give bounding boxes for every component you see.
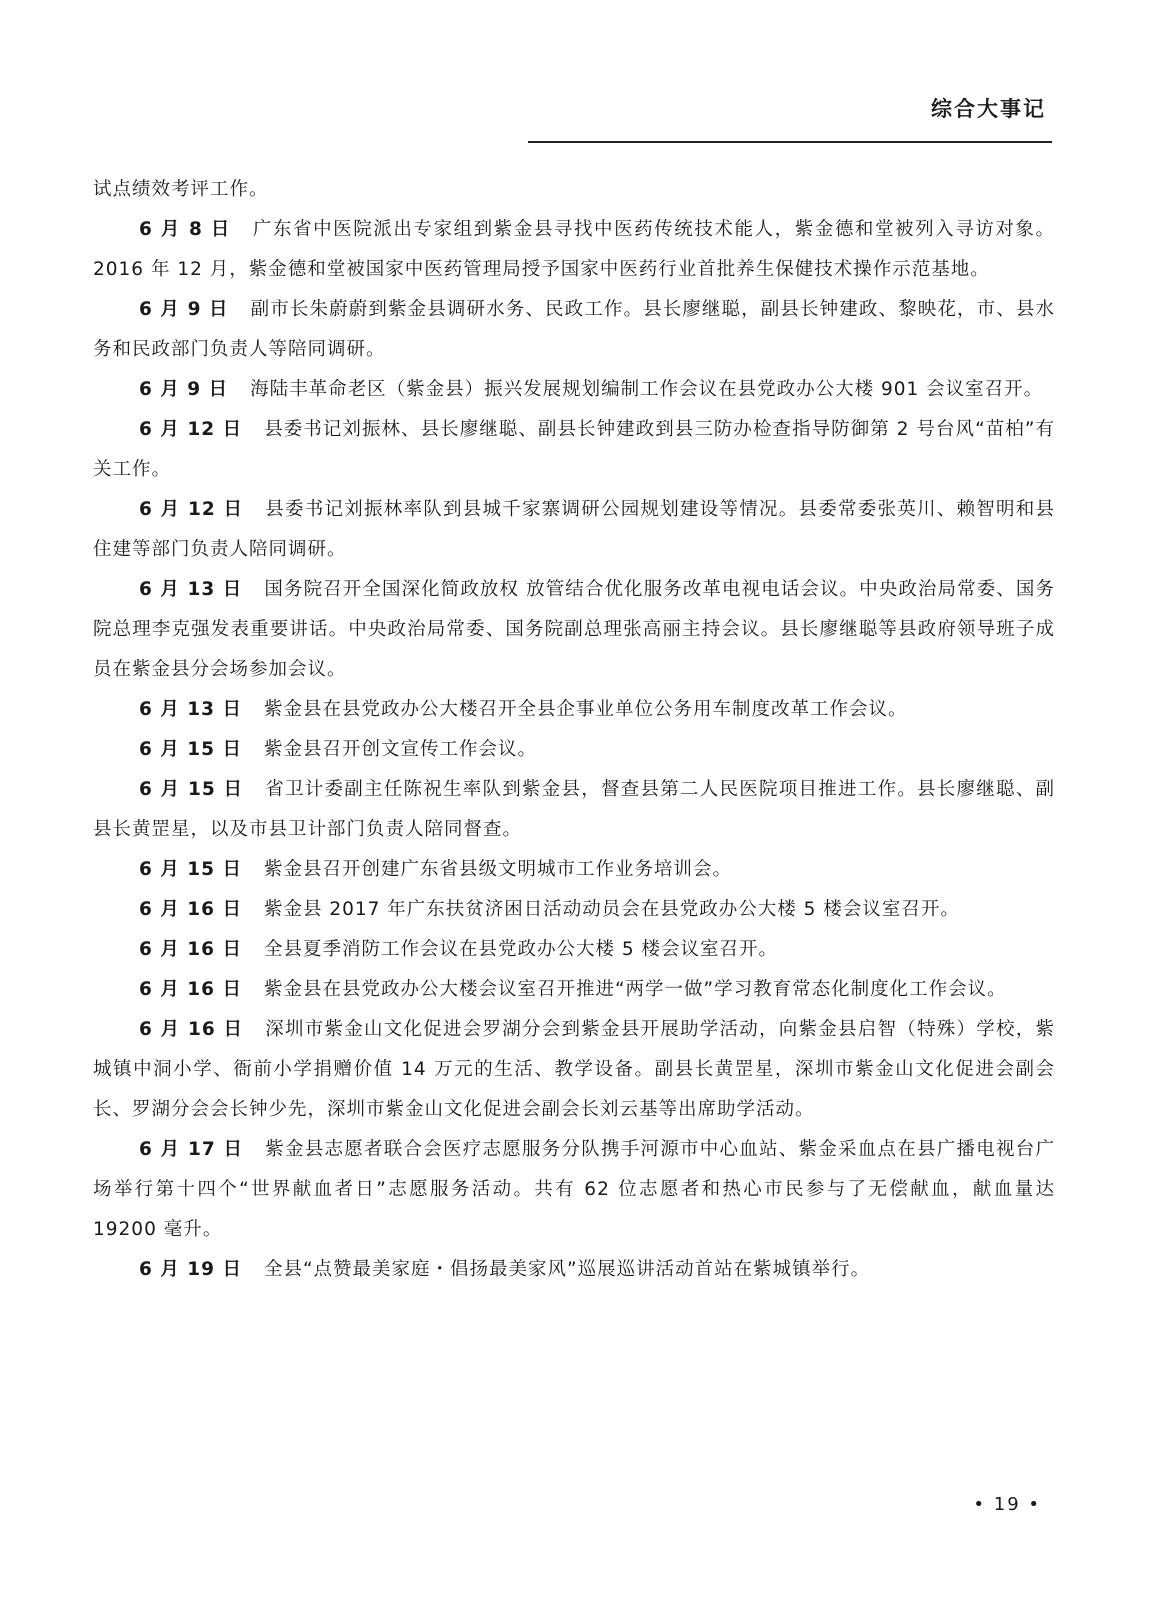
- header-rule: [528, 141, 1052, 143]
- entry-date: 6 月 16 日: [139, 899, 242, 920]
- entry-text: 海陆丰革命老区（紫金县）振兴发展规划编制工作会议在县党政办公大楼 901 会议室召开。: [250, 379, 1044, 400]
- chronicle-entry: [93, 690, 1055, 730]
- chronicle-entry: [93, 290, 1055, 370]
- entry-date: 6 月 8 日: [139, 219, 231, 240]
- entry-text: 紫金县召开创建广东省县级文明城市工作业务培训会。: [263, 859, 732, 880]
- entry-date: 6 月 19 日: [139, 1259, 242, 1280]
- chronicle-entry: [93, 1010, 1055, 1130]
- entry-date: 6 月 12 日: [139, 499, 244, 520]
- entry-text: 副市长朱蔚蔚到紫金县调研水务、民政工作。县长廖继聪，副县长钟建政、黎映花，市、县水务和民政部门负责人等陪同调研。: [93, 299, 1055, 360]
- entry-text: 省卫计委副主任陈祝生率队到紫金县，督查县第二人民医院项目推进工作。县长廖继聪、副县长黄罡星，以及市县卫计部门负责人陪同督查。: [93, 779, 1055, 840]
- entry-date: 6 月 17 日: [139, 1139, 244, 1160]
- entry-date: 6 月 16 日: [139, 1019, 244, 1040]
- chronicle-entry: [93, 1130, 1055, 1250]
- entry-date: 6 月 15 日: [139, 859, 242, 880]
- chronicle-entry: [93, 410, 1055, 490]
- running-header-title: 综合大事记: [931, 97, 1046, 121]
- entry-text: 紫金县志愿者联合会医疗志愿服务分队携手河源市中心血站、紫金采血点在县广播电视台广场举行第十四个“世界献血者日”志愿服务活动。共有 62 位志愿者和热心市民参与了无偿献血，献血量达 19200 毫升。: [93, 1139, 1055, 1240]
- page-number: • 19 •: [973, 1494, 1041, 1515]
- entry-text: 全县“点赞最美家庭・倡扬最美家风”巡展巡讲活动首站在紫城镇举行。: [263, 1259, 871, 1280]
- entry-date: 6 月 13 日: [139, 699, 242, 720]
- entry-text: 广东省中医院派出专家组到紫金县寻找中医药传统技术能人，紫金德和堂被列入寻访对象。2016 年 12 月，紫金德和堂被国家中医药管理局授予国家中医药行业首批养生保健技术操作示范基地。: [93, 219, 1055, 280]
- chronicle-body: [93, 170, 1055, 1290]
- entry-text: 深圳市紫金山文化促进会罗湖分会到紫金县开展助学活动，向紫金县启智（特殊）学校，紫城镇中洞小学、衙前小学捐赠价值 14 万元的生活、教学设备。副县长黄罡星，深圳市紫金山文化促进会副会长、罗湖分会会长钟少先，深圳市紫金山文化促进会副会长刘云基等出席助学活动。: [93, 1019, 1055, 1120]
- entry-date: 6 月 9 日: [139, 299, 229, 320]
- entry-text: 紫金县召开创文宣传工作会议。: [263, 739, 537, 760]
- chronicle-entry: [93, 890, 1055, 930]
- entry-text: 紫金县在县党政办公大楼会议室召开推进“两学一做”学习教育常态化制度化工作会议。: [263, 979, 1007, 1000]
- entry-date: 6 月 13 日: [139, 579, 243, 600]
- entry-text: 县委书记刘振林率队到县城千家寨调研公园规划建设等情况。县委常委张英川、赖智明和县住建等部门负责人陪同调研。: [93, 499, 1055, 560]
- entry-text: 全县夏季消防工作会议在县党政办公大楼 5 楼会议室召开。: [263, 939, 778, 960]
- chronicle-entry: [93, 850, 1055, 890]
- entry-date: 6 月 9 日: [139, 379, 229, 400]
- entry-date: 6 月 15 日: [139, 739, 242, 760]
- entry-date: 6 月 16 日: [139, 939, 242, 960]
- chronicle-entry: [93, 210, 1055, 290]
- chronicle-entry: [93, 730, 1055, 770]
- chronicle-entry: [93, 1250, 1055, 1290]
- chronicle-entry: [93, 930, 1055, 970]
- entry-date: 6 月 12 日: [139, 419, 243, 440]
- entries-list: [93, 210, 1055, 1290]
- continuation-text: 试点绩效考评工作。: [93, 179, 269, 200]
- entry-date: 6 月 15 日: [139, 779, 244, 800]
- chronicle-entry: [93, 490, 1055, 570]
- entry-text: 紫金县在县党政办公大楼召开全县企事业单位公务用车制度改革工作会议。: [263, 699, 908, 720]
- chronicle-entry: [93, 970, 1055, 1010]
- chronicle-entry: [93, 570, 1055, 690]
- entry-text: 县委书记刘振林、县长廖继聪、副县长钟建政到县三防办检查指导防御第 2 号台风“苗柏”有关工作。: [93, 419, 1055, 480]
- chronicle-entry: [93, 770, 1055, 850]
- chronicle-entry: [93, 370, 1055, 410]
- entry-text: 国务院召开全国深化简政放权 放管结合优化服务改革电视电话会议。中央政治局常委、国务院总理李克强发表重要讲话。中央政治局常委、国务院副总理张高丽主持会议。县长廖继聪等县政府领导班子成员在紫金县分会场参加会议。: [93, 579, 1055, 680]
- entry-date: 6 月 16 日: [139, 979, 242, 1000]
- entry-text: 紫金县 2017 年广东扶贫济困日活动动员会在县党政办公大楼 5 楼会议室召开。: [263, 899, 960, 920]
